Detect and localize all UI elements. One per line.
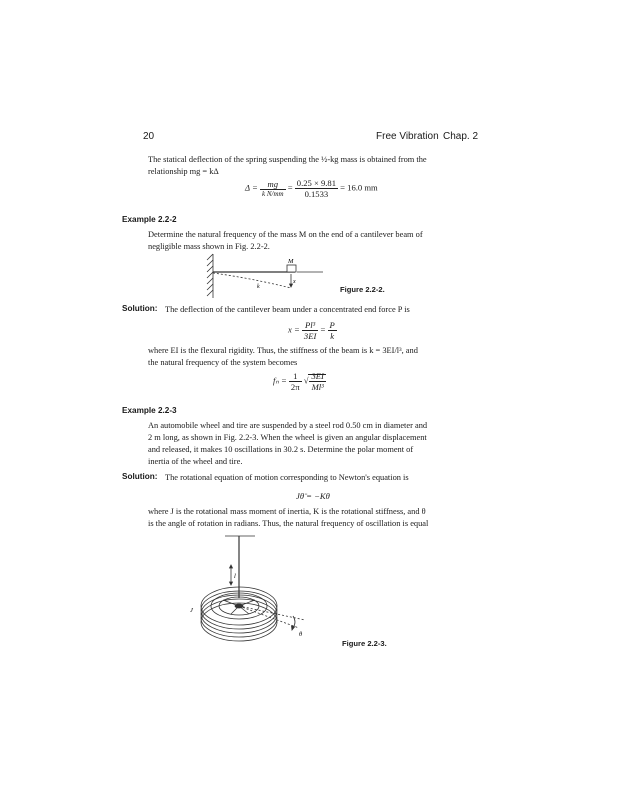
rotational-equation: Jθ̈ = −Kθ: [296, 491, 330, 501]
solution-1-line-1: The deflection of the cantilever beam under a concentrated end force P is: [165, 305, 410, 314]
eq-fraction-pl3: $\frac{\text{Pl³}}{3EI}$: [303, 320, 317, 341]
cantilever-beam-figure: [205, 252, 335, 300]
eq-fraction-1: $\frac{mg}{\text{k N/mm}}$: [262, 179, 284, 198]
eq-result: = 16.0 mm: [340, 182, 378, 193]
eq-fraction-2: $\frac{0.25 \times 9.81}{0.1533}$: [296, 178, 336, 199]
page-number: 20: [143, 131, 155, 142]
solution-2-line-1: The rotational equation of motion corresponding to Newton's equation is: [165, 473, 409, 482]
radicand: $\frac{3EI}{\text{Ml³}}$: [308, 374, 325, 385]
wheel-tire-figure: [175, 528, 335, 658]
example-heading-2-2-2: Example 2.2-2: [122, 215, 177, 224]
inertia-label: J: [190, 607, 193, 614]
eq-fraction-pk: $\frac{P}{k}$: [329, 320, 335, 341]
rod-length-label: l: [234, 573, 236, 580]
solution-label-2: Solution:: [122, 472, 158, 481]
freq-fraction: $\frac{1}{2\pi}$: [290, 371, 300, 392]
figure-caption-2-2-3: Figure 2.2-3.: [342, 639, 387, 648]
mass-label: M: [288, 258, 294, 265]
example-heading-2-2-3: Example 2.2-3: [122, 406, 177, 415]
intro-line-1: The statical deflection of the spring suspending the ½-kg mass is obtained from the: [148, 155, 427, 164]
intro-paragraph: [148, 154, 488, 178]
intro-line-2: relationship mg = kΔ: [148, 167, 219, 176]
chapter-ref: Chap. 2: [443, 131, 479, 142]
solution-1-paragraph: where EI is the flexural rigidity. Thus, the stiffness of the beam is k = 3EI/l³, and the natural frequency of the system becomes: [148, 346, 418, 367]
solution-2-paragraph: where J is the rotational mass moment of inertia, K is the rotational stiffness, and θ is the angle of rotation in radians. Thus, the natural frequency of oscillation is equal: [148, 507, 429, 528]
example-2-2-2-text: Determine the natural frequency of the mass M on the end of a cantilever beam of negligible mass shown in Fig. 2.2-2.: [148, 230, 423, 251]
length-label: k: [257, 284, 260, 290]
solution-label-1: Solution:: [122, 304, 158, 313]
figure-caption-2-2-2: Figure 2.2-2.: [340, 285, 385, 294]
natural-frequency-equation: fₙ = $\frac{1}{2\pi}$ √ $\frac{3EI}{\text{Ml³}}$: [273, 371, 324, 392]
deflection-equation: Δ = $\frac{mg}{\text{k N/mm}}$ = $\frac{0.25 \times 9.81}{0.1533}$ = 16.0 mm: [245, 178, 378, 199]
eq-lhs: Δ =: [245, 182, 258, 193]
angle-label: θ: [299, 631, 303, 638]
deflection-label: x: [293, 279, 296, 285]
example-2-2-3-text: An automobile wheel and tire are suspended by a steel rod 0.50 cm in diameter and 2 m long, as shown in Fig. 2.2-3. When the wheel is given an angular displacement and released, it makes 10 oscillations in 30.2 s. Determine the polar moment of inertia of the wheel and tire.: [148, 421, 428, 466]
sqrt-sign: √: [303, 375, 309, 386]
beam-deflection-equation: x = $\frac{\text{Pl³}}{3EI}$ = $\frac{P}{k}$: [288, 320, 335, 341]
chapter-title: Free Vibration: [376, 131, 439, 142]
